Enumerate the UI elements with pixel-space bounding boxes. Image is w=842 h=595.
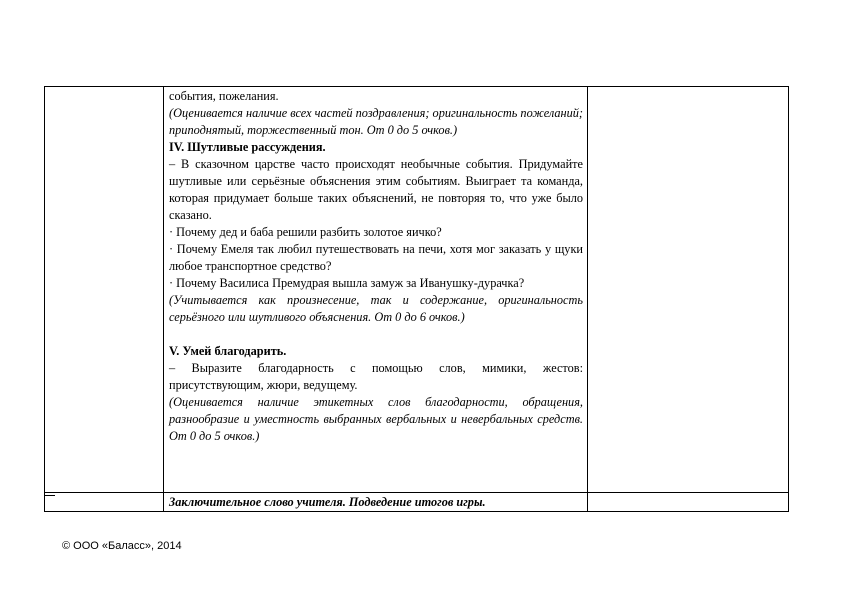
scoring-note: (Учитывается как произнесение, так и содержание, оригинальность серьёзного или шутливого объяснения. От 0 до 6 очков.) <box>169 293 583 324</box>
content-paragraph: события, пожелания. <box>169 89 279 103</box>
content-paragraph: – В сказочном царстве часто происходят необычные события. Придумайте шутливые или серьёзные объяснения этим событиям. Выиграет та команда, которая придумает больше таких объяснений, не повторяя то, что уже было сказано. <box>169 157 583 222</box>
table-cell-stage <box>45 87 164 493</box>
scoring-note: (Оценивается наличие этикетных слов благодарности, обращения, разнообразие и уместность выбранных вербальных и невербальных средств. От 0 до 5 очков.) <box>169 395 583 443</box>
section-heading: IV. Шутливые рассуждения. <box>169 140 326 154</box>
table-row <box>45 87 789 493</box>
closing-text: Заключительное слово учителя. Подведение итогов игры. <box>169 495 486 509</box>
content-paragraph: – Выразите благодарность с помощью слов, мимики, жестов: присутствующим, жюри, ведущему. <box>169 361 583 392</box>
table-cell-notes <box>588 493 789 512</box>
table-cell-content <box>164 493 588 512</box>
spacer <box>169 326 583 343</box>
question-item: · Почему Василиса Премудрая вышла замуж за Иванушку-дурачка? <box>169 276 525 290</box>
table-cell-stage <box>45 493 164 512</box>
scoring-note: (Оценивается наличие всех частей поздравления; оригинальность пожеланий; приподнятый, торжественный тон. От 0 до 5 очков.) <box>169 106 583 137</box>
divider <box>44 495 55 496</box>
question-item: · Почему Емеля так любил путешествовать на печи, хотя мог заказать у щуки любое транспортное средство? <box>169 242 583 273</box>
table-row <box>45 493 789 512</box>
table-cell-content <box>164 87 588 493</box>
question-item: · Почему дед и баба решили разбить золотое яичко? <box>169 225 442 239</box>
copyright-footer: © ООО «Баласс», 2014 <box>62 540 182 552</box>
table-cell-notes <box>588 87 789 493</box>
lesson-table <box>44 86 789 512</box>
section-heading: V. Умей благодарить. <box>169 344 287 358</box>
